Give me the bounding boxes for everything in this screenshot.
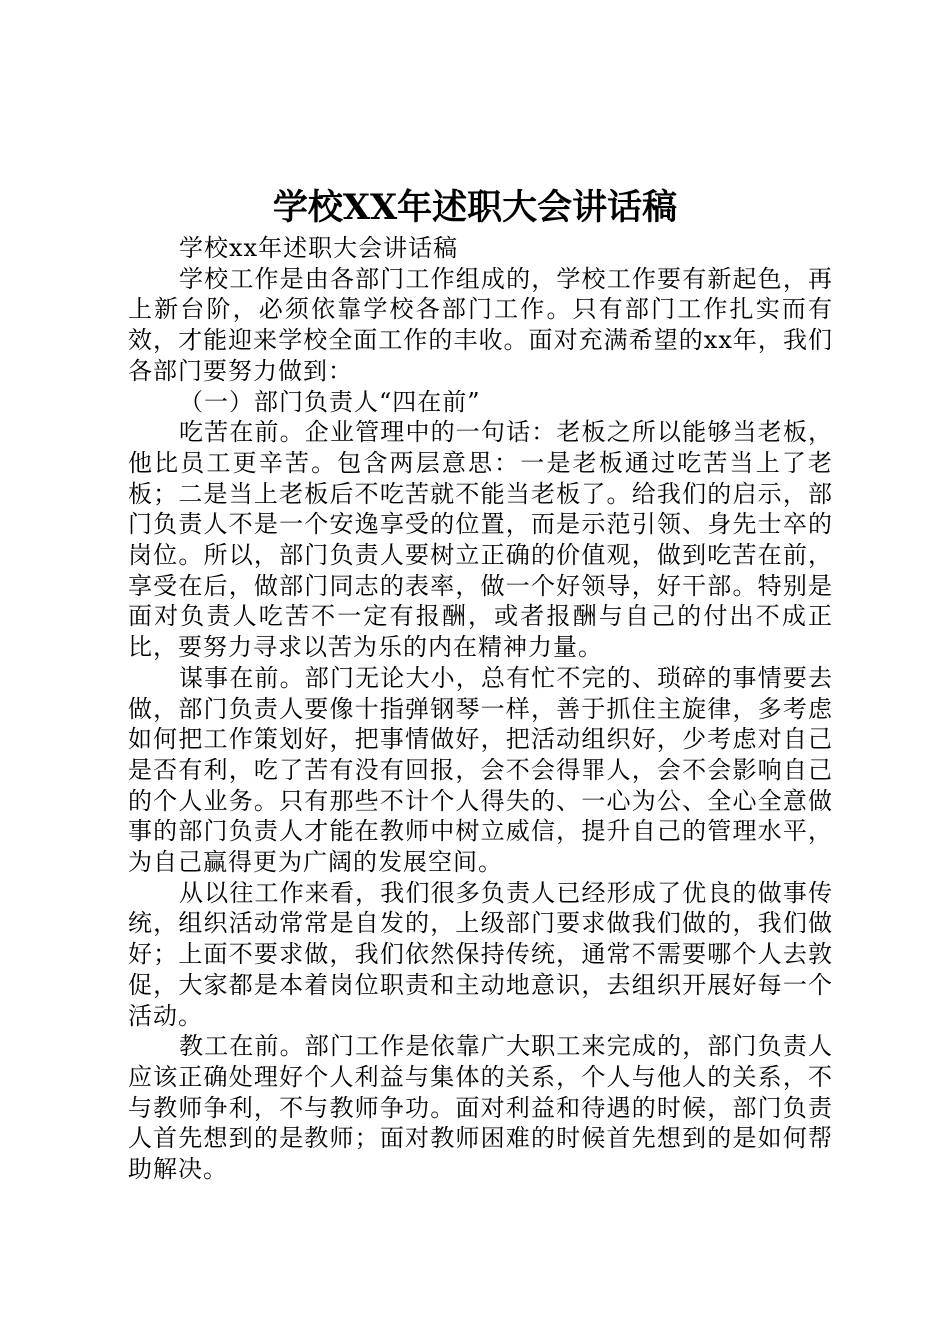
paragraph-hardship-first: 吃苦在前。企业管理中的一句话：老板之所以能够当老板，他比员工更辛苦。包含两层意思：一是老板通过吃苦当上了老板；二是当上老板后不吃苦就不能当老板了。给我们的启示，部门负责人不是一个安逸享受的位置，而是示范引领、身先士卒的岗位。所以，部门负责人要树立正确的价值观，做到吃苦在前，享受在后，做部门同志的表率，做一个好领导，好干部。特别是面对负责人吃苦不一定有报酬，或者报酬与自己的付出不成正比，要努力寻求以苦为乐的内在精神力量。 xyxy=(128,418,833,662)
page-title: 学校XX年述职大会讲话稿 xyxy=(272,187,678,228)
paragraph-tradition: 从以往工作来看，我们很多负责人已经形成了优良的做事传统，组织活动常常是自发的，上级部门要求做我们做的，我们做好；上面不要求做，我们依然保持传统，通常不需要哪个人去敦促，大家都是本着岗位职责和主动地意识，去组织开展好每一个活动。 xyxy=(128,878,833,1030)
section-heading: （一）部门负责人“四在前” xyxy=(179,387,481,416)
paragraph-planning-first: 谋事在前。部门无论大小，总有忙不完的、琐碎的事情要去做，部门负责人要像十指弹钢琴一样，善于抓住主旋律，多考虑如何把工作策划好，把事情做好，把活动组织好，少考虑对自己是否有利，吃了苦有没有回报，会不会得罪人，会不会影响自己的个人业务。只有那些不计个人得失的、一心为公、全心全意做事的部门负责人才能在教师中树立威信，提升自己的管理水平，为自己赢得更为广阔的发展空间。 xyxy=(128,663,833,877)
paragraph-staff-first: 教工在前。部门工作是依靠广大职工来完成的，部门负责人应该正确处理好个人利益与集体的关系，个人与他人的关系，不与教师争利，不与教师争功。面对利益和待遇的时候，部门负责人首先想到的是教师；面对教师困难的时候首先想到的是如何帮助解决。 xyxy=(128,1032,833,1184)
paragraph-subtitle: 学校xx年述职大会讲话稿 xyxy=(179,234,459,262)
paragraph-intro: 学校工作是由各部门工作组成的，学校工作要有新起色，再上新台阶，必须依靠学校各部门工作。只有部门工作扎实而有效，才能迎来学校全面工作的丰收。面对充满希望的xx年，我们各部门要努力做到： xyxy=(128,264,833,385)
document-body xyxy=(128,233,833,1185)
